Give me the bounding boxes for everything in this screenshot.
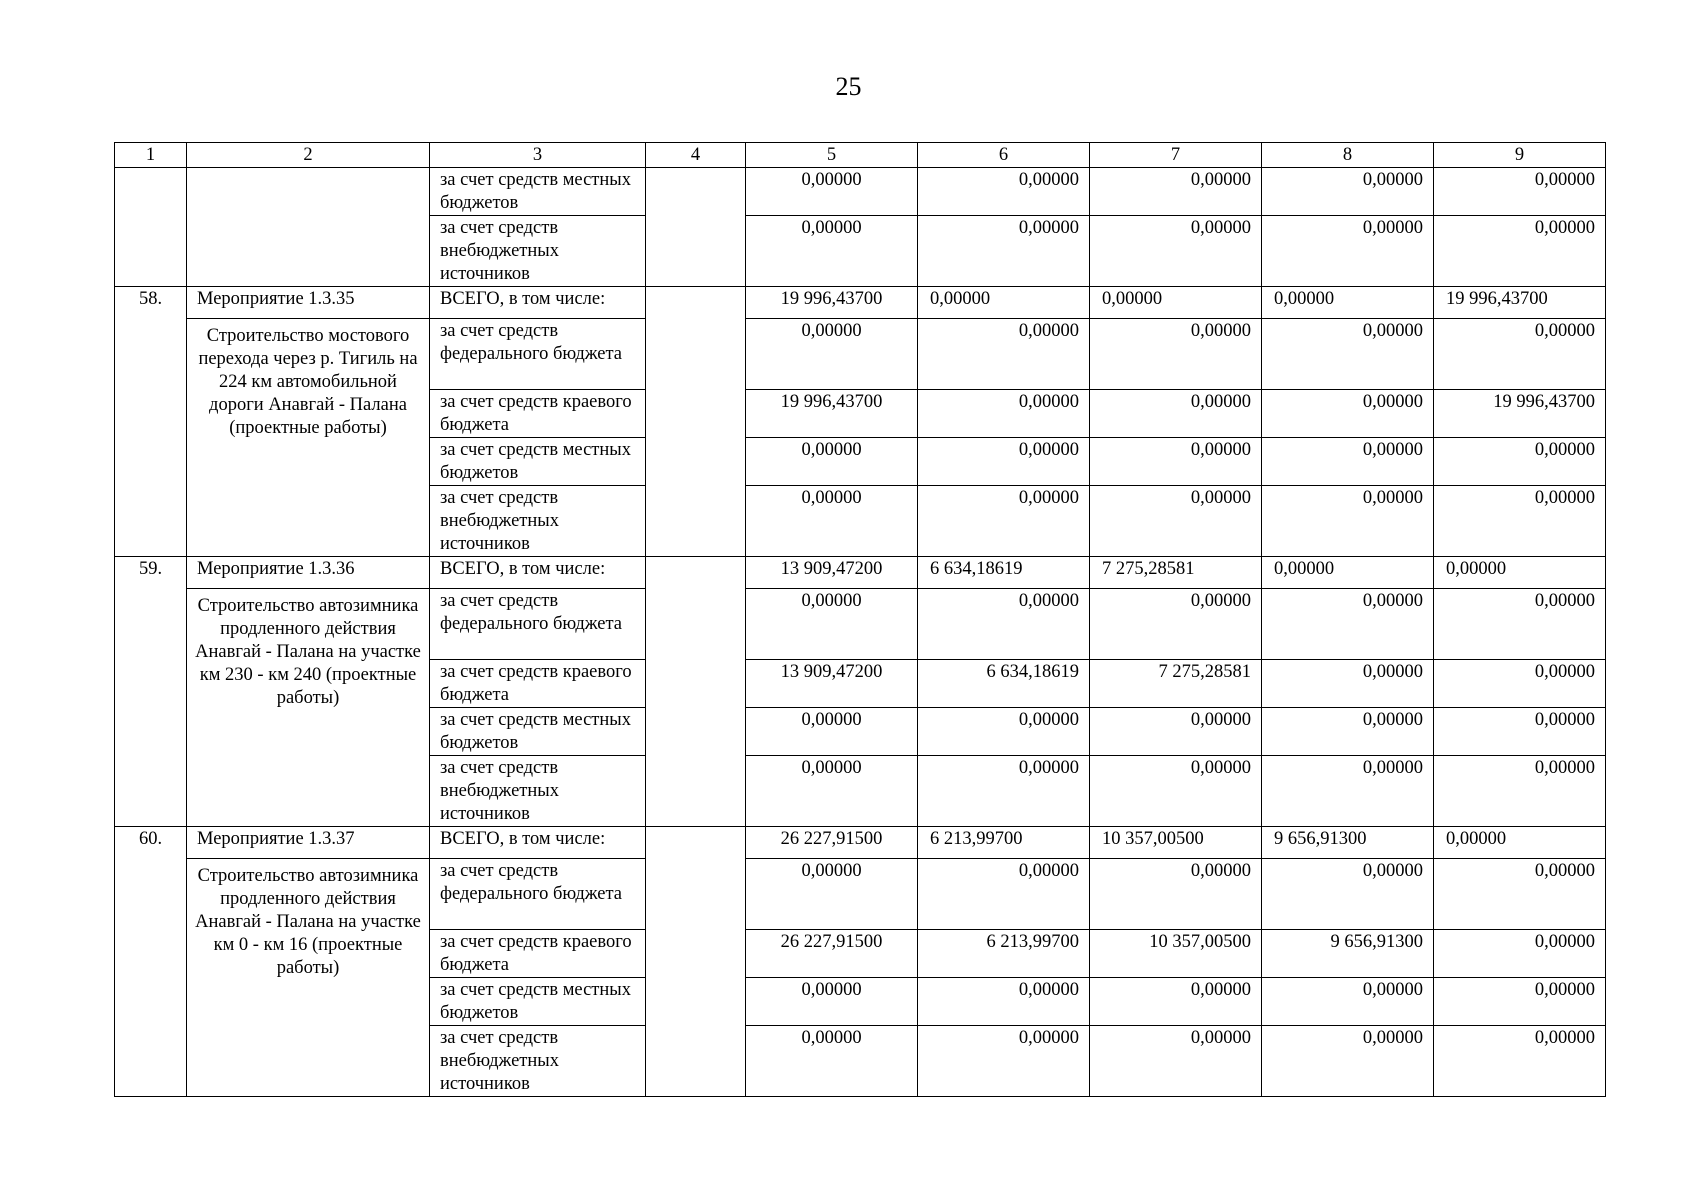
amount-cell: 0,00000 [1090, 756, 1262, 827]
measure-index: 60. [115, 827, 187, 1097]
column-header: 6 [918, 143, 1090, 168]
amount-cell: 0,00000 [1262, 390, 1434, 438]
amount-cell: 6 213,99700 [918, 930, 1090, 978]
funding-source-cell: за счет средств федерального бюджета [430, 319, 646, 390]
amount-cell: 0,00000 [1090, 390, 1262, 438]
amount-cell: 7 275,28581 [1090, 557, 1262, 589]
column-header: 1 [115, 143, 187, 168]
amount-cell: 0,00000 [1434, 168, 1606, 216]
measure-index: 59. [115, 557, 187, 827]
measure-total-row [115, 287, 1606, 319]
amount-cell: 13 909,47200 [746, 660, 918, 708]
measure-description: Строительство автозимника продленного действия Анавгай - Палана на участке км 0 - км 16 (проектные работы) [187, 859, 430, 1097]
column-header: 9 [1434, 143, 1606, 168]
column-header: 5 [746, 143, 918, 168]
measure-name: Мероприятие 1.3.36 [187, 557, 430, 589]
measure-index: 58. [115, 287, 187, 557]
amount-cell: 0,00000 [918, 438, 1090, 486]
index-cell [115, 168, 187, 287]
amount-cell: 0,00000 [1262, 660, 1434, 708]
amount-cell: 9 656,91300 [1262, 827, 1434, 859]
amount-cell: 0,00000 [1434, 1026, 1606, 1097]
column-header: 7 [1090, 143, 1262, 168]
amount-cell: 0,00000 [1434, 589, 1606, 660]
amount-cell: 0,00000 [1262, 438, 1434, 486]
amount-cell: 0,00000 [918, 319, 1090, 390]
funding-source-cell: за счет средств местных бюджетов [430, 708, 646, 756]
funding-source-cell: за счет средств внебюджетных источников [430, 1026, 646, 1097]
amount-cell: 0,00000 [918, 390, 1090, 438]
amount-cell: 0,00000 [1262, 708, 1434, 756]
amount-cell: 6 634,18619 [918, 557, 1090, 589]
measure-name: Мероприятие 1.3.35 [187, 287, 430, 319]
table-row [115, 319, 1606, 390]
amount-cell: 13 909,47200 [746, 557, 918, 589]
amount-cell: 6 213,99700 [918, 827, 1090, 859]
amount-cell: 0,00000 [1262, 486, 1434, 557]
amount-cell: 0,00000 [1090, 859, 1262, 930]
amount-cell: 0,00000 [1090, 1026, 1262, 1097]
amount-cell: 0,00000 [1262, 756, 1434, 827]
amount-cell: 0,00000 [1262, 978, 1434, 1026]
amount-cell: 0,00000 [1262, 589, 1434, 660]
column-4-cell [646, 827, 746, 1097]
amount-cell: 0,00000 [1434, 557, 1606, 589]
table-row [115, 589, 1606, 660]
table-row [115, 859, 1606, 930]
funding-source-cell: за счет средств внебюджетных источников [430, 486, 646, 557]
amount-cell: 0,00000 [1262, 216, 1434, 287]
funding-source-cell: ВСЕГО, в том числе: [430, 827, 646, 859]
funding-source-cell: за счет средств краевого бюджета [430, 660, 646, 708]
amount-cell: 0,00000 [918, 287, 1090, 319]
amount-cell: 0,00000 [746, 859, 918, 930]
amount-cell: 6 634,18619 [918, 660, 1090, 708]
measure-name: Мероприятие 1.3.37 [187, 827, 430, 859]
amount-cell: 9 656,91300 [1262, 930, 1434, 978]
amount-cell: 0,00000 [918, 486, 1090, 557]
page-number: 25 [835, 72, 862, 101]
amount-cell: 0,00000 [918, 708, 1090, 756]
measure-total-row [115, 557, 1606, 589]
amount-cell: 0,00000 [918, 216, 1090, 287]
amount-cell: 0,00000 [918, 589, 1090, 660]
amount-cell: 0,00000 [746, 589, 918, 660]
funding-source-cell: за счет средств краевого бюджета [430, 390, 646, 438]
amount-cell: 0,00000 [1434, 319, 1606, 390]
amount-cell: 0,00000 [1262, 319, 1434, 390]
amount-cell: 0,00000 [918, 168, 1090, 216]
amount-cell: 0,00000 [746, 1026, 918, 1097]
funding-source-cell: за счет средств местных бюджетов [430, 978, 646, 1026]
column-header: 8 [1262, 143, 1434, 168]
amount-cell: 0,00000 [1090, 216, 1262, 287]
description-cell [187, 168, 430, 287]
amount-cell: 0,00000 [1434, 660, 1606, 708]
amount-cell: 0,00000 [1090, 978, 1262, 1026]
amount-cell: 0,00000 [1434, 438, 1606, 486]
amount-cell: 10 357,00500 [1090, 827, 1262, 859]
amount-cell: 0,00000 [918, 1026, 1090, 1097]
funding-source-cell: за счет средств краевого бюджета [430, 930, 646, 978]
column-header: 3 [430, 143, 646, 168]
column-header: 2 [187, 143, 430, 168]
funding-source-cell: за счет средств внебюджетных источников [430, 756, 646, 827]
amount-cell: 10 357,00500 [1090, 930, 1262, 978]
amount-cell: 0,00000 [1434, 827, 1606, 859]
amount-cell: 26 227,91500 [746, 930, 918, 978]
funding-source-cell: за счет средств местных бюджетов [430, 438, 646, 486]
amount-cell: 0,00000 [746, 708, 918, 756]
column-numbers-row [115, 143, 1606, 168]
amount-cell: 0,00000 [1434, 486, 1606, 557]
amount-cell: 0,00000 [1262, 168, 1434, 216]
amount-cell: 0,00000 [746, 978, 918, 1026]
amount-cell: 19 996,43700 [746, 390, 918, 438]
table-body [115, 143, 1606, 1097]
column-4-cell [646, 168, 746, 287]
amount-cell: 0,00000 [1090, 589, 1262, 660]
amount-cell: 0,00000 [1262, 1026, 1434, 1097]
amount-cell: 0,00000 [918, 978, 1090, 1026]
amount-cell: 19 996,43700 [1434, 287, 1606, 319]
amount-cell: 0,00000 [746, 216, 918, 287]
amount-cell: 0,00000 [1434, 216, 1606, 287]
amount-cell: 0,00000 [1090, 168, 1262, 216]
amount-cell: 0,00000 [1262, 859, 1434, 930]
funding-source-cell: за счет средств внебюджетных источников [430, 216, 646, 287]
amount-cell: 19 996,43700 [746, 287, 918, 319]
amount-cell: 0,00000 [1434, 978, 1606, 1026]
amount-cell: 0,00000 [1090, 486, 1262, 557]
amount-cell: 0,00000 [1434, 756, 1606, 827]
column-header: 4 [646, 143, 746, 168]
measure-total-row [115, 827, 1606, 859]
amount-cell: 0,00000 [918, 756, 1090, 827]
funding-source-cell: ВСЕГО, в том числе: [430, 557, 646, 589]
amount-cell: 0,00000 [1090, 438, 1262, 486]
amount-cell: 0,00000 [1434, 859, 1606, 930]
amount-cell: 26 227,91500 [746, 827, 918, 859]
amount-cell: 0,00000 [1434, 930, 1606, 978]
amount-cell: 0,00000 [1090, 287, 1262, 319]
funding-source-cell: за счет средств местных бюджетов [430, 168, 646, 216]
amount-cell: 0,00000 [1262, 557, 1434, 589]
amount-cell: 19 996,43700 [1434, 390, 1606, 438]
amount-cell: 0,00000 [1262, 287, 1434, 319]
amount-cell: 0,00000 [746, 438, 918, 486]
funding-source-cell: за счет средств федерального бюджета [430, 589, 646, 660]
amount-cell: 0,00000 [1434, 708, 1606, 756]
measure-description: Строительство мостового перехода через р. Тигиль на 224 км автомобильной дороги Анавгай - Палана (проектные работы) [187, 319, 430, 557]
amount-cell: 0,00000 [1090, 708, 1262, 756]
amount-cell: 7 275,28581 [1090, 660, 1262, 708]
funding-source-cell: ВСЕГО, в том числе: [430, 287, 646, 319]
column-4-cell [646, 287, 746, 557]
measure-description: Строительство автозимника продленного действия Анавгай - Палана на участке км 230 - км 240 (проектные работы) [187, 589, 430, 827]
amount-cell: 0,00000 [746, 168, 918, 216]
column-4-cell [646, 557, 746, 827]
table-row [115, 168, 1606, 216]
amount-cell: 0,00000 [746, 756, 918, 827]
amount-cell: 0,00000 [918, 859, 1090, 930]
amount-cell: 0,00000 [1090, 319, 1262, 390]
funding-table [114, 142, 1606, 1097]
amount-cell: 0,00000 [746, 319, 918, 390]
amount-cell: 0,00000 [746, 486, 918, 557]
funding-source-cell: за счет средств федерального бюджета [430, 859, 646, 930]
